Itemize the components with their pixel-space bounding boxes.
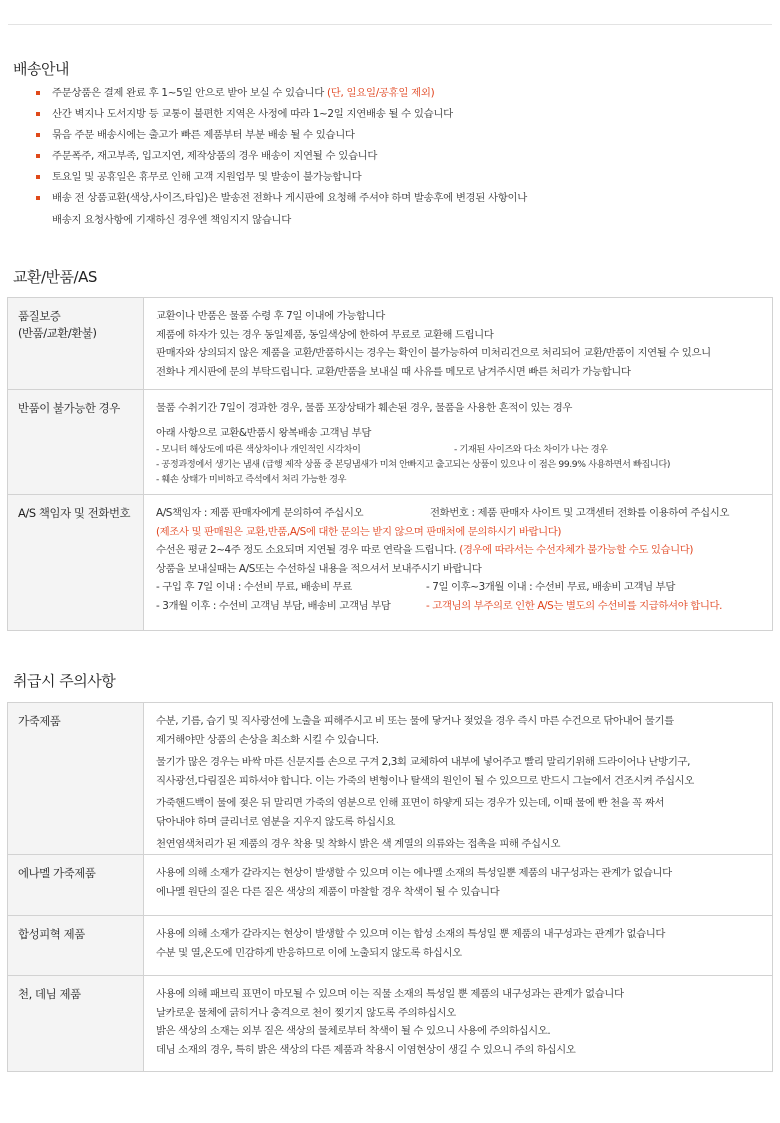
top-divider <box>8 24 772 25</box>
exchange-section-title: 교환/반품/AS <box>13 268 97 286</box>
table-row <box>8 976 773 1072</box>
table-row <box>8 390 773 495</box>
row-content: A/S책임자 : 제품 판매자에게 문의하여 주십시오 전화번호 : 제품 판매자 사이트 및 고객센터 전화를 이용하여 주십시오 (제조사 및 판매원은 교환,반품,A/S에 대한 문의는 받지 않으며 판매처에 문의하시기 바랍니다) 수선은 평균 2~4주 정도 소요되며 지연될 경우 따로 연락을 드립니다. (경우에 따라서는 수선자체가 불가능할 수도 있습니다) 상품을 보내실때는 A/S또는 수선하실 내용을 적으셔서 보내주시기 바랍니다 - 구입 후 7일 이내 : 수선비 무료, 배송비 무료 - 7일 이후~3개월 이내 : 수선비 무료, 배송비 고객님 부담 - 3개월 이후 : 수선비 고객님 부담, 배송비 고객님 부담 - 고객님의 부주의로 인한 A/S는 별도의 수선비를 지급하셔야 합니다. <box>144 495 773 631</box>
list-item: 묶음 주문 배송시에는 출고가 빠른 제품부터 부분 배송 될 수 있습니다 <box>36 128 776 149</box>
care-section-title: 취급시 주의사항 <box>13 672 116 690</box>
row-content: 사용에 의해 소재가 갈라지는 현상이 발생할 수 있으며 이는 에나멜 소재의 특성일뿐 제품의 내구성과는 관계가 없습니다 에나멜 원단의 질은 다른 짙은 색상의 제품이 마찰할 경우 착색이 될 수 있습니다 <box>144 855 773 916</box>
row-content: 사용에 의해 패브릭 표면이 마모될 수 있으며 이는 직물 소재의 특성일 뿐 제품의 내구성과는 관계가 없습니다 날카로운 물체에 긁히거나 충격으로 천이 찢기지 않도록 주의하십시오 밝은 색상의 소재는 외부 짙은 색상의 물체로부터 착색이 될 수 있으니 사용에 주의하십시오. 데님 소재의 경우, 특히 밝은 색상의 다른 제품과 착용시 이염현상이 생길 수 있으니 주의 하십시오 <box>144 976 773 1072</box>
row-header: 반품이 불가능한 경우 <box>8 390 144 495</box>
care-table <box>7 702 773 1072</box>
exchange-table <box>7 297 773 631</box>
row-content: 물품 수취기간 7일이 경과한 경우, 물품 포장상태가 훼손된 경우, 물품을 사용한 흔적이 있는 경우 아래 사항으로 교환&반품시 왕복배송 고객님 부담 - 모니터 해상도에 따른 색상차이나 개인적인 시각차이 - 기재된 사이즈와 다소 차이가 나는 경우 - 공정과정에서 생기는 냄새 (급행 제작 상품 중 본딩냄새가 미쳐 안빠지고 출고되는 상품이 있으나 이 점은 99.9% 사용하면서 빠집니다) - 훼손 상태가 미비하고 즉석에서 처리 가능한 경우 <box>144 390 773 495</box>
row-header: 천, 데님 제품 <box>8 976 144 1072</box>
row-header: A/S 책임자 및 전화번호 <box>8 495 144 631</box>
table-row <box>8 916 773 976</box>
list-item: 산간 벽지나 도서지방 등 교통이 불편한 지역은 사정에 따라 1~2일 지연배송 될 수 있습니다 <box>36 107 776 128</box>
table-row <box>8 298 773 390</box>
row-header: 에나멜 가죽제품 <box>8 855 144 916</box>
table-row <box>8 703 773 855</box>
table-row <box>8 855 773 916</box>
row-content: 사용에 의해 소재가 갈라지는 현상이 발생할 수 있으며 이는 합성 소재의 특성일 뿐 제품의 내구성과는 관계가 없습니다 수분 및 열,온도에 민감하게 반응하므로 이에 노출되지 않도록 하십시오 <box>144 916 773 976</box>
list-item: 토요일 및 공휴일은 휴무로 인해 고객 지원업무 및 발송이 불가능합니다 <box>36 170 776 191</box>
row-content: 수분, 기름, 습기 및 직사광선에 노출을 피해주시고 비 또는 물에 닿거나 젖었을 경우 즉시 마른 수건으로 닦아내어 물기를 제거해야만 상품의 손상을 최소화 시킬 수 있습니다. 물기가 많은 경우는 바싹 마른 신문지를 손으로 구겨 2,3회 교체하여 내부에 넣어주고 빨리 말리기위해 드라이어나 난방기구, 직사광선,다림질은 피하셔야 합니다. 이는 가죽의 변형이나 탈색의 원인이 될 수 있으므로 반드시 그늘에서 건조시켜 주십시오 가죽핸드백이 물에 젖은 뒤 말리면 가죽의 염분으로 인해 표면이 하얗게 되는 경우가 있는데, 이때 물에 빤 천을 꼭 짜서 닦아내야 하며 클리너로 염분을 지우지 않도록 하십시요 천연염색처리가 된 제품의 경우 착용 및 착화시 밝은 색 계열의 의류와는 접촉을 피해 주십시오 <box>156 715 694 850</box>
shipping-list <box>36 86 776 231</box>
list-item: 배송 전 상품교환(색상,사이즈,타입)은 발송전 전화나 게시판에 요청해 주셔야 하며 발송후에 변경된 사항이나 배송지 요청사항에 기재하신 경우엔 책임지지 않습니다 <box>36 191 776 231</box>
row-header: 합성피혁 제품 <box>8 916 144 976</box>
row-header: 가죽제품 <box>8 703 144 855</box>
shipping-section-title: 배송안내 <box>13 60 69 78</box>
row-header: 품질보증 (반품/교환/환불) <box>8 298 144 390</box>
row-content: 교환이나 반품은 물품 수령 후 7일 이내에 가능합니다 제품에 하자가 있는 경우 동일제품, 동일색상에 한하여 무료로 교환해 드립니다 판매자와 상의되지 않은 제품을 교환/반품하시는 경우는 확인이 불가능하여 미처리건으로 처리되어 교환/반품이 지연될 수 있으니 전화나 게시판에 문의 부탁드립니다. 교환/반품을 보내실 때 사유를 메모로 남겨주시면 빠른 처리가 가능합니다 <box>156 310 711 378</box>
list-item: 주문상품은 결제 완료 후 1~5일 안으로 받아 보실 수 있습니다 (단, 일요일/공휴일 제외) <box>36 86 776 107</box>
table-row <box>8 495 773 631</box>
list-item: 주문폭주, 재고부족, 입고지연, 제작상품의 경우 배송이 지연될 수 있습니다 <box>36 149 776 170</box>
